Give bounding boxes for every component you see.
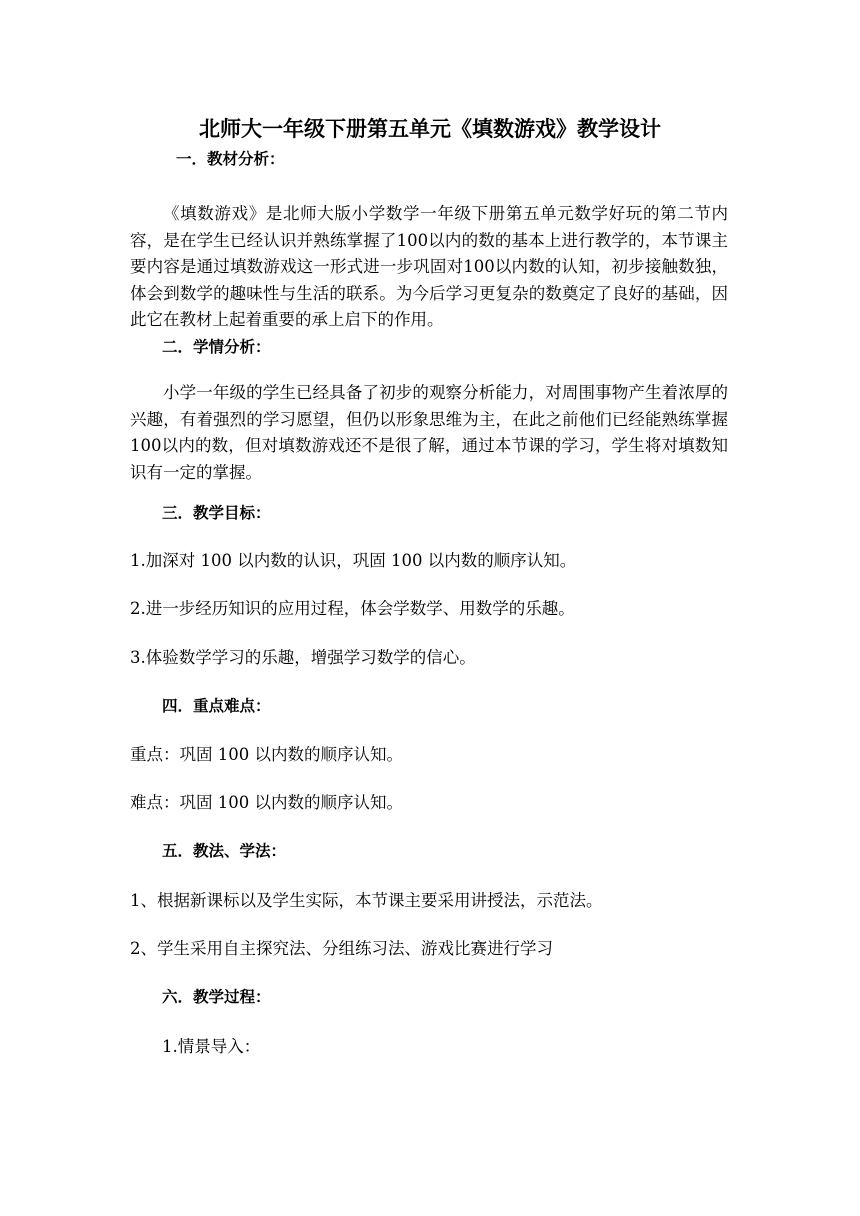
section-heading-keypoints: 四．重点难点： <box>162 697 271 715</box>
goal-item-3: 3.体验数学学习的乐趣，增强学习数学的信心。 <box>130 648 476 667</box>
goal-item-2: 2.进一步经历知识的应用过程，体会学数学、用数学的乐趣。 <box>130 599 575 618</box>
analysis-paragraph: 《填数游戏》是北师大版小学数学一年级下册第五单元数学好玩的第二节内容，是在学生已经认识并熟练掌握了100以内的数的基本上进行教学的，本节课主要内容是通过填数游戏这一形式进一步巩固对100以内数的认知，初步接触数独，体会到数学的趣味性与生活的联系。为今后学习更复杂的数奠定了良好的基础，因此它在教材上起着重要的承上启下的作用。 <box>130 204 728 329</box>
learner-paragraph: 小学一年级的学生已经具备了初步的观察分析能力，对周围事物产生着浓厚的兴趣，有着强烈的学习愿望，但仍以形象思维为主，在此之前他们已经能熟练掌握100以内的数，但对填数游戏还不是很了解，通过本节课的学习，学生将对填数知识有一定的掌握。 <box>130 383 728 482</box>
document-title: 北师大一年级下册第五单元《填数游戏》教学设计 <box>199 116 661 141</box>
section-heading-goals: 三．教学目标： <box>162 504 271 522</box>
section-heading-process: 六．教学过程： <box>162 988 271 1006</box>
difficult-point: 难点：巩固 100 以内数的顺序认知。 <box>130 793 403 812</box>
section-heading-analysis: 一．教材分析： <box>176 150 285 168</box>
key-point: 重点：巩固 100 以内数的顺序认知。 <box>130 745 403 764</box>
method-item-2: 2、学生采用自主探究法、分组练习法、游戏比赛进行学习 <box>130 939 553 958</box>
method-item-1: 1、根据新课标以及学生实际，本节课主要采用讲授法，示范法。 <box>130 891 603 910</box>
section-heading-learner: 二．学情分析： <box>162 338 271 356</box>
section-heading-methods: 五．教法、学法： <box>162 842 287 860</box>
goal-item-1: 1.加深对 100 以内数的认识，巩固 100 以内数的顺序认知。 <box>130 551 577 570</box>
process-step-1: 1.情景导入： <box>162 1037 261 1056</box>
